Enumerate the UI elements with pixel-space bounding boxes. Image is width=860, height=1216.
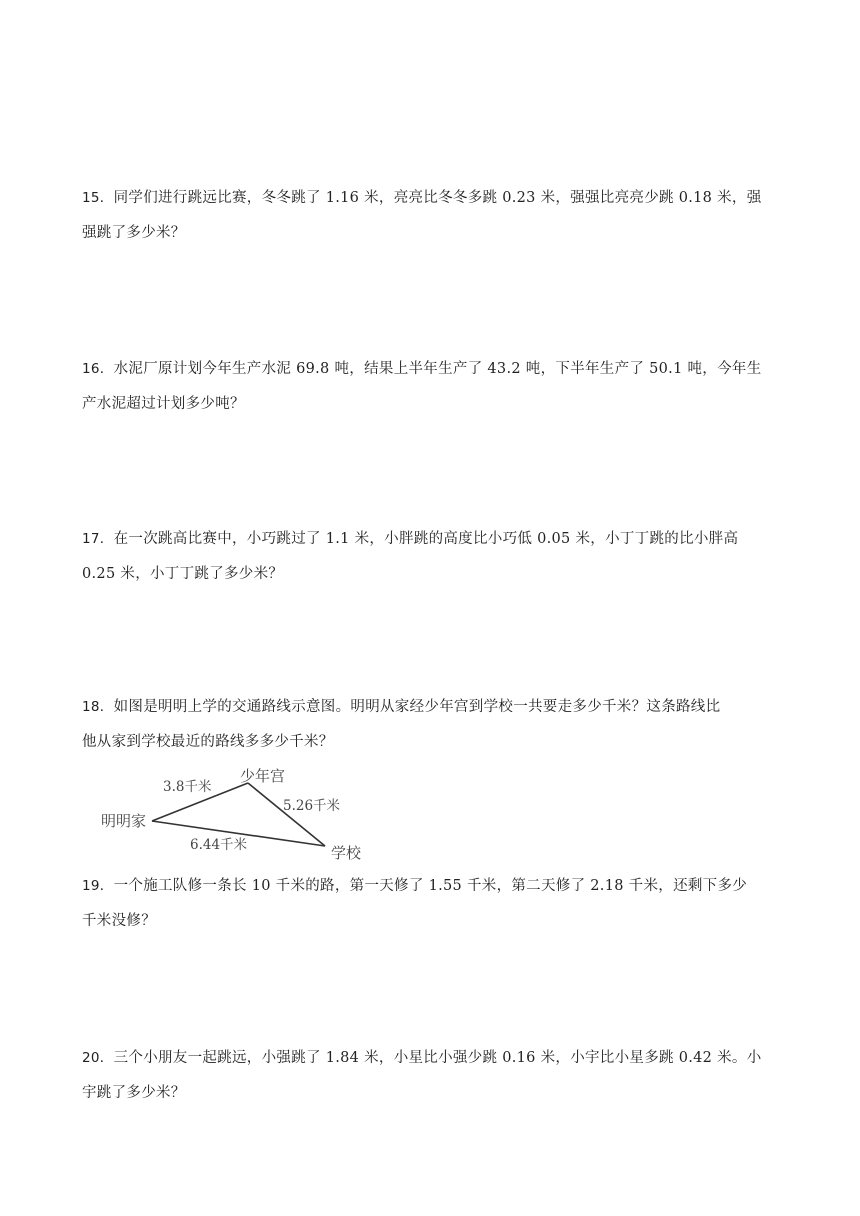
- question-16-line-2: 产水泥超过计划多少吨？: [82, 396, 245, 412]
- question-16-text-1: 水泥厂原计划今年生产水泥 69.8 吨，结果上半年生产了 43.2 吨，下半年生产了 50.1 吨，今年生: [113, 361, 762, 377]
- question-17: [82, 522, 782, 592]
- question-15-line-2: 强跳了多少米？: [82, 225, 186, 241]
- question-16-number: 16．: [82, 361, 114, 377]
- home-school-distance: 6.44千米: [190, 837, 248, 853]
- question-15: [82, 181, 782, 251]
- question-20-number: 20．: [82, 1050, 114, 1066]
- question-18-text-1: 如图是明明上学的交通路线示意图。明明从家经少年宫到学校一共要走多少千米？这条路线比: [113, 699, 721, 715]
- question-18-line-1: [82, 690, 782, 725]
- palace-school-distance: 5.26千米: [283, 798, 341, 814]
- question-18: [82, 690, 782, 760]
- question-18-line-2: 他从家到学校最近的路线多多少千米？: [82, 734, 334, 750]
- question-19-number: 19．: [82, 878, 114, 894]
- question-15-number: 15．: [82, 190, 114, 206]
- question-19: [82, 869, 782, 939]
- home-label: 明明家: [101, 812, 147, 830]
- question-16: [82, 352, 782, 422]
- palace-label: 少年宫: [240, 767, 286, 785]
- question-20: [82, 1041, 782, 1111]
- route-diagram: [95, 760, 375, 870]
- question-19-text-1: 一个施工队修一条长 10 千米的路，第一天修了 1.55 千米，第二天修了 2.18 千米，还剩下多少: [113, 878, 748, 894]
- question-17-line-1: [82, 522, 782, 557]
- question-17-number: 17．: [82, 531, 114, 547]
- question-18-number: 18．: [82, 699, 114, 715]
- question-16-line-1: [82, 352, 782, 387]
- question-15-line-1: [82, 181, 782, 216]
- question-19-line-1: [82, 869, 782, 904]
- question-20-text-1: 三个小朋友一起跳远，小强跳了 1.84 米，小星比小强少跳 0.16 米，小宇比小星多跳 0.42 米。小: [113, 1050, 762, 1066]
- school-label: 学校: [331, 844, 362, 862]
- question-17-line-2: 0.25 米，小丁丁跳了多少米？: [82, 566, 284, 582]
- question-19-line-2: 千米没修？: [82, 913, 156, 929]
- question-17-text-1: 在一次跳高比赛中，小巧跳过了 1.1 米，小胖跳的高度比小巧低 0.05 米，小丁丁跳的比小胖高: [113, 531, 739, 547]
- question-20-line-2: 宇跳了多少米？: [82, 1085, 186, 1101]
- home-palace-distance: 3.8千米: [163, 779, 212, 795]
- question-20-line-1: [82, 1041, 782, 1076]
- question-15-text-1: 同学们进行跳远比赛，冬冬跳了 1.16 米，亮亮比冬冬多跳 0.23 米，强强比亮亮少跳 0.18 米，强: [113, 190, 762, 206]
